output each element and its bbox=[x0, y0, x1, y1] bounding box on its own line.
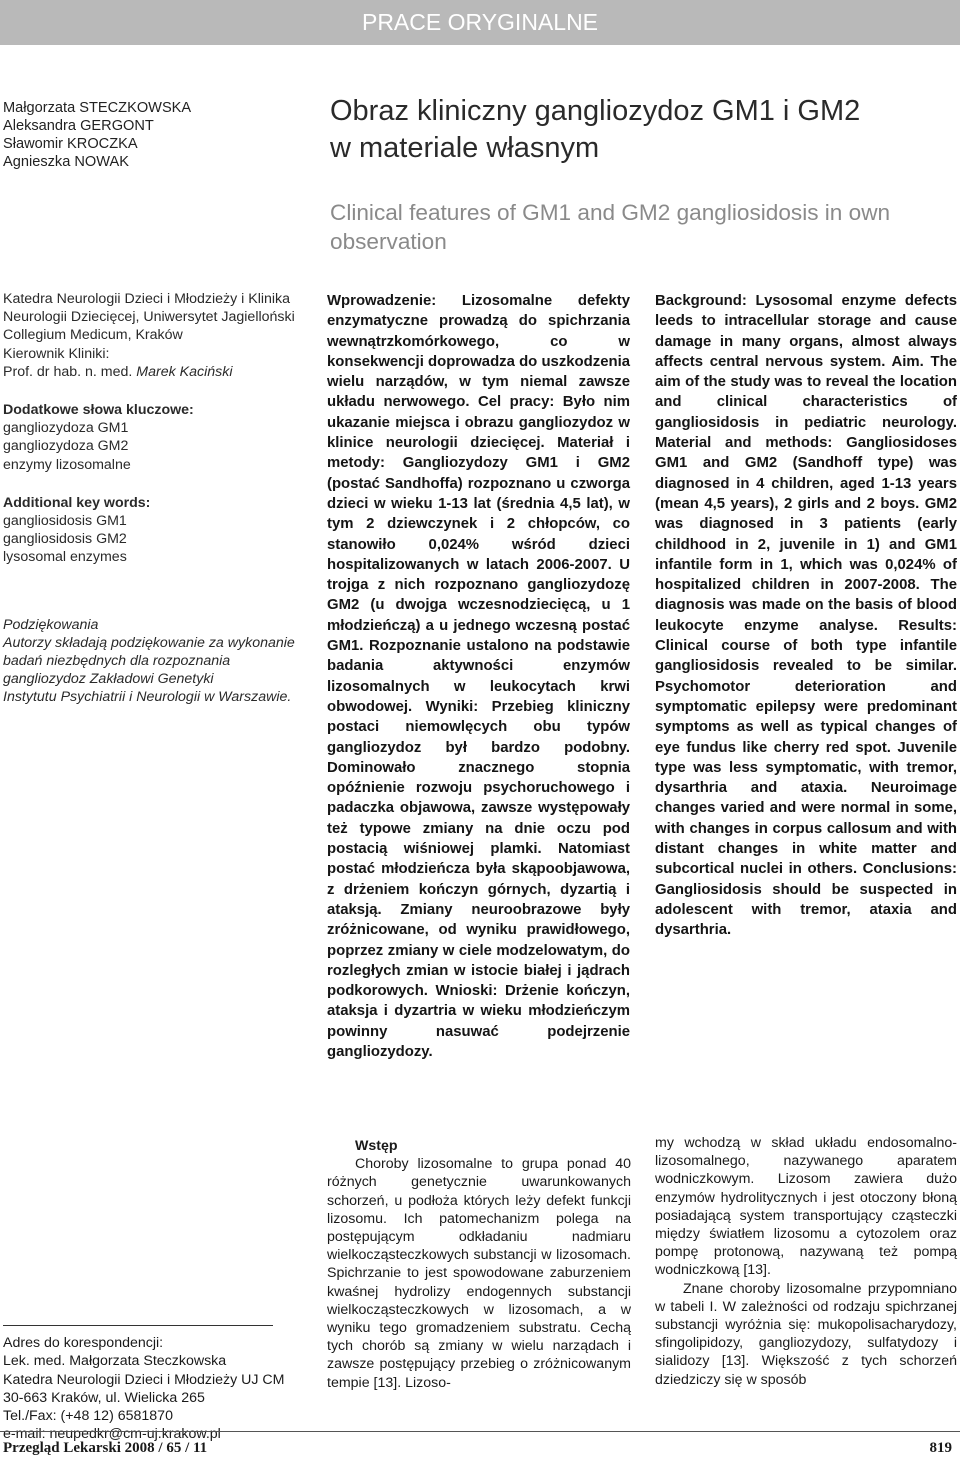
keyword: gangliozydoza GM1 bbox=[3, 420, 129, 437]
body-paragraph: Choroby lizosomalne to grupa ponad 40 różnych genetycznie uwarunkowanych schorzeń, u podłoża których leży defekt funkcji lizosomu. Ich patomechanizm polega na postępującym odkładaniu nadmiaru wielkocząsteczkowych substancji w lizosomach. Spichrzanie to jest spowodowane zaburzeniem kwaśnej hydrolizy endogennych substancji wielkocząsteczkowych w lizosomach, a w wyniku tego gromadzeniem substratu. Cechą tych chorób są zmiany w wielu narządach i zawsze postępujący przebieg o zróżnicowanym tempie [13]. Lizoso- bbox=[327, 1156, 631, 1391]
keyword: enzymy lizosomalne bbox=[3, 456, 131, 473]
journal-citation: Przegląd Lekarski 2008 / 65 / 11 bbox=[3, 1440, 208, 1456]
contact-line: Tel./Fax: (+48 12) 6581870 bbox=[3, 1408, 173, 1425]
acknowledgements-line: Autorzy składają podziękowanie za wykonanie bbox=[3, 634, 295, 651]
keywords-en-heading: Additional key words: bbox=[3, 494, 151, 511]
head-of-clinic bbox=[3, 363, 323, 381]
body-paragraph: my wchodzą w skład układu endosomalno-lizosomalnego, nazywanego aparatem wodniczkowym. Lizosom zawiera dużo enzymów hydrolitycznych i jest otoczony błoną posiadającą system transportujący cząsteczki między światłem lizosomu a cytozolem oraz pompę protonową, nazywaną też pompą wodniczkową [13]. bbox=[655, 1135, 957, 1279]
title-line: w materiale własnym bbox=[330, 132, 600, 164]
abstract-english: Background: Lysosomal enzyme defects leeds to intracellular storage and cause damage in many organs, almost always affects central nervous system. Aim. The aim of the study was to reveal the location and clinical characteristics of gangliosidosis in pediatric neurology. Material and methods: Gangliosidoses GM1 and GM2 (Sandhoff type) was diagnosed in 4 children, aged 1-13 years (mean 4,5 years), 2 girls and 2 boys. GM2 was diagnosed in 3 patients (early childhood in 2, juvenile in 1) and GM1 infantile form in 1, which was 0,024% of hospitalized children in 2007-2008. The diagnosis was made on the basis of blood leukocyte enzyme analyse. Results: Clinical course of both type infantile gangliosidosis revealed to be similar. Psychomotor deterioration and symptomatic epilepsy were predominant symptoms as well as typical changes of eye fundus like cherry red spot. Juvenile type was less symptomatic, with tremor, dysarthria and ataxia. Neuroimage changes varied and were normal in some, with changes in corpus callosum and with distant changes in white matter and subcortical nuclei in others. Conclusions: Gangliosidosis should be suspected in adolescent with tremor, ataxia and dysarthria. bbox=[655, 293, 957, 939]
keywords-pl-heading: Dodatkowe słowa kluczowe: bbox=[3, 402, 194, 419]
page-number: 819 bbox=[929, 1440, 952, 1456]
affiliation-line: Collegium Medicum, Kraków bbox=[3, 327, 183, 344]
english-title: Clinical features of GM1 and GM2 gangliosidosis in own observation bbox=[330, 200, 891, 254]
keyword: gangliosidosis GM2 bbox=[3, 531, 127, 548]
contact-line: Lek. med. Małgorzata Steczkowska bbox=[3, 1353, 227, 1370]
keyword: lysosomal enzymes bbox=[3, 549, 127, 566]
affiliation-line: Katedra Neurologii Dzieci i Młodzieży i Klinika bbox=[3, 291, 291, 307]
author-name: Agnieszka NOWAK bbox=[3, 154, 129, 170]
head-title: Prof. dr hab. n. med. bbox=[3, 363, 137, 380]
contact-email: e-mail: neupedkr@cm-uj.krakow.pl bbox=[3, 1426, 221, 1443]
contact-line: Katedra Neurologii Dzieci i Młodzieży UJ CM bbox=[3, 1371, 285, 1388]
sidebar-metadata bbox=[3, 290, 323, 707]
author-list bbox=[3, 99, 323, 171]
acknowledgements-line: gangliozydoz Zakładowi Genetyki bbox=[3, 671, 214, 688]
keyword: gangliozydoza GM2 bbox=[3, 438, 129, 455]
footer-divider bbox=[0, 1431, 960, 1432]
section-banner: PRACE ORYGINALNE bbox=[0, 0, 960, 45]
article-title bbox=[330, 93, 950, 167]
contact-line: 30-663 Kraków, ul. Wielicka 265 bbox=[3, 1389, 205, 1406]
author-name: Sławomir KROCZKA bbox=[3, 136, 138, 152]
affiliation-line: Neurologii Dziecięcej, Uniwersytet Jagielloński bbox=[3, 309, 295, 326]
body-paragraph: Znane choroby lizosomalne przypomniano w tabeli I. W zależności od rodzaju spichrzanej substancji wyróżnia się: mukopolisacharydozy, sfingolipidozy, gangliozydozy, sulfatydozy i sialidozy [13]. Większość z tych schorzeń dziedziczy się w sposób bbox=[655, 1280, 957, 1388]
acknowledgements-heading: Podziękowania bbox=[3, 616, 99, 633]
acknowledgements-line: Instytutu Psychiatrii i Neurologii w Warszawie. bbox=[3, 689, 292, 706]
divider bbox=[3, 1325, 273, 1326]
correspondence-address bbox=[3, 1325, 303, 1444]
abstract-polish: Wprowadzenie: Lizosomalne defekty enzymatyczne prowadzą do spichrzania wewnątrzkomórkowego, co w konsekwencji doprowadza do uszkodzenia wielu narządów, w tym niemal zawsze układu nerwowego. Cel pracy: Było nim ukazanie miejsca i obrazu gangliozydoz w klinice neurologii dziecięcej. Materiał i metody: Gangliozydozy GM1 i GM2 (postać Sandhoffa) rozpoznano u czworga dzieci w wieku 1-13 lat (średnia 4,5 lat), w tym 2 dziewczynek i 2 chłopców, co stanowiło 0,024% wśród dzieci hospitalizowanych w latach 2006-2007. U trojga z nich rozpoznano gangliozydozę GM2 (u dwojga wczesnodziecięcą, u 1 młodzieńczą) a u jednego wczesną postać GM1. Rozpoznanie ustalono na podstawie badania aktywności enzymów lizosomalnych w leukocytach krwi obwodowej. Wyniki: Przebieg kliniczny postaci niemowlęcych obu typów gangliozydoz był bardzo podobny. Dominowało znacznego stopnia opóźnienie rozwoju psychoruchowego i padaczka objawowa, zawsze występowały też typowe zmiany na dnie oczu pod postacią wiśniowej plamki. Natomiast postać młodzieńcza była skąpoobjawowa, z drżeniem kończyn górnych, dyzartią i ataksją. Zmiany neuroobrazowe były zróżnicowane, od wyniku prawidłowego, poprzez zmiany w ciele modzelowatym, do rozległych zmian w istocie białej i jądrach podkorowych. Wnioski: Drżenie kończyn, ataksja i dyzartria w wieku młodzieńczym powinny nasuwać podejrzenie gangliozydozy. bbox=[327, 293, 630, 1060]
introduction-heading: Wstęp bbox=[355, 1138, 398, 1154]
contact-line: Adres do korespondencji: bbox=[3, 1335, 164, 1351]
body-column-3 bbox=[655, 1134, 957, 1389]
author-name: Aleksandra GERGONT bbox=[3, 118, 154, 134]
keyword: gangliosidosis GM1 bbox=[3, 513, 127, 530]
title-line: Obraz kliniczny gangliozydoz GM1 i GM2 bbox=[330, 95, 861, 127]
affiliation-line: Kierownik Kliniki: bbox=[3, 345, 110, 362]
body-column-2 bbox=[327, 1137, 631, 1392]
author-name: Małgorzata STECZKOWSKA bbox=[3, 100, 192, 116]
acknowledgements-line: badań niezbędnych dla rozpoznania bbox=[3, 653, 231, 670]
head-name: Marek Kaciński bbox=[136, 363, 233, 380]
